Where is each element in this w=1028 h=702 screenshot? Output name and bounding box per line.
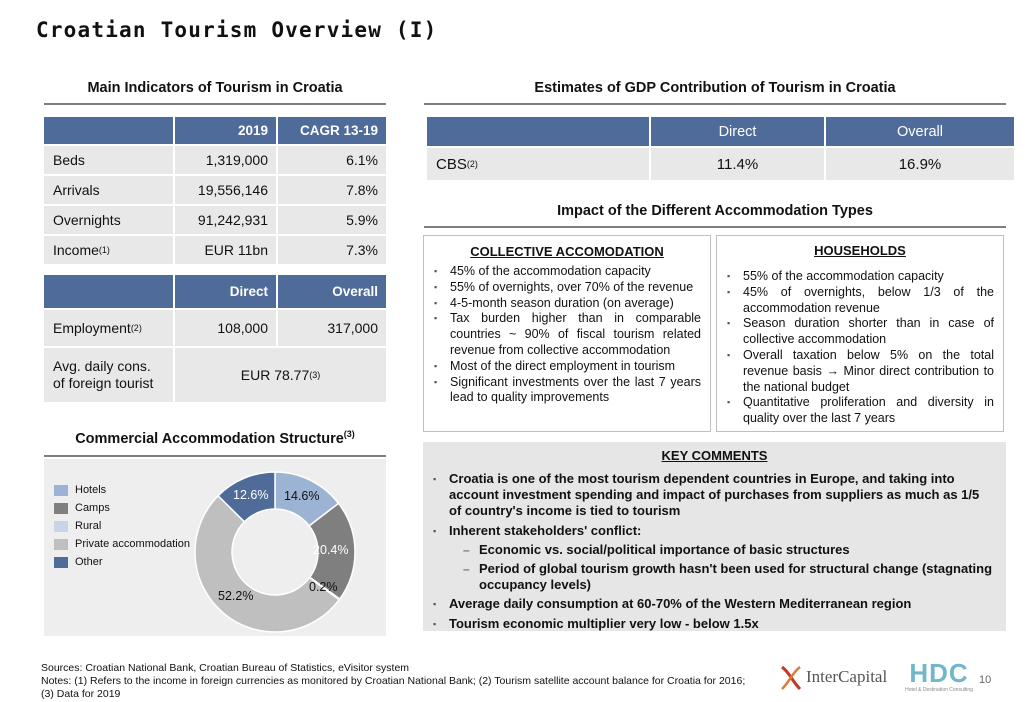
chart-rule — [44, 455, 386, 457]
intercapital-wordmark: InterCapital — [806, 667, 888, 686]
gdp-header-direct: Direct — [651, 117, 824, 146]
legend-label: Camps — [75, 502, 110, 514]
page-number: 10 — [979, 674, 992, 686]
indicators-header-cagr: CAGR 13-19 — [278, 117, 386, 144]
comment-item: ▪ Croatia is one of the most tourism dependent countries in Europe, and taking into account investment spending and impact of purchases from suppliers as much as 1/5 of country's income is tied to tourism — [427, 471, 994, 520]
legend-label: Other — [75, 556, 103, 568]
households-title: HOUSEHOLDS — [814, 243, 906, 258]
chart-legend — [54, 481, 190, 571]
bullet-item: ▪ Season duration shorter than in case of collective accommodation — [721, 316, 994, 348]
legend-swatch — [54, 539, 68, 550]
indicator-label: Arrivals — [44, 176, 173, 204]
employment-row — [44, 310, 386, 346]
gdp-direct: 11.4% — [651, 148, 824, 180]
collective-list — [428, 264, 701, 406]
indicator-cagr: 7.8% — [278, 176, 386, 204]
chart-title: Commercial Accommodation Structure$^{(3)}$ — [75, 429, 355, 447]
bullet-item: ▪ Quantitative proliferation and diversity in quality over the last 7 years — [721, 395, 994, 427]
comment-item: ▪ Inherent stakeholders' conflict: — [427, 523, 994, 539]
footer-sources: Sources: Croatian National Bank, Croatian Bureau of Statistics, eVisitor system — [41, 662, 410, 674]
indicator-label: Overnights — [44, 206, 173, 234]
legend-label: Private accommodation — [75, 538, 190, 550]
indicator-row — [44, 146, 386, 174]
impact-rule — [424, 226, 1006, 228]
legend-swatch — [54, 521, 68, 532]
pie-label-other: 12.6% — [233, 488, 269, 502]
indicator-row — [44, 176, 386, 204]
footer-notes-line2: (3) Data for 2019 — [41, 688, 121, 700]
employment-header-blank — [44, 275, 173, 308]
bullet-item: ▪ Most of the direct employment in tourism — [428, 359, 701, 375]
impact-title: Impact of the Different Accommodation Types — [557, 203, 873, 219]
intercapital-mark-icon — [778, 663, 804, 691]
indicator-label: Income (1) — [44, 236, 173, 264]
legend-swatch — [54, 485, 68, 496]
comment-item: ▪ Average daily consumption at 60-70% of the Western Mediterranean region — [427, 596, 994, 612]
indicator-row — [44, 236, 386, 264]
legend-label: Hotels — [75, 484, 107, 496]
indicator-label: Beds — [44, 146, 173, 174]
employment-header-overall: Overall — [278, 275, 386, 308]
comment-subitem: – Period of global tourism growth hasn't been used for structural change (stagnating occupancy levels) — [427, 561, 994, 593]
key-comments-list — [427, 471, 994, 632]
key-comments-panel — [423, 442, 1006, 631]
pie-label-camps: 20.4% — [313, 543, 349, 557]
legend-swatch — [54, 557, 68, 568]
households-box — [716, 235, 1004, 432]
gdp-title: Estimates of GDP Contribution of Tourism in Croatia — [534, 80, 896, 96]
collective-title: COLLECTIVE ACCOMODATION — [470, 244, 664, 259]
gdp-header-overall: Overall — [826, 117, 1014, 146]
gdp-header-blank — [427, 117, 649, 146]
pie-label-private: 52.2% — [218, 589, 254, 603]
avg-consumption-value: EUR 78.77 (3) — [175, 348, 386, 402]
indicators-header-blank — [44, 117, 173, 144]
indicators-table — [44, 117, 386, 264]
indicator-cagr: 5.9% — [278, 206, 386, 234]
bullet-item: ▪ 55% of overnights, over 70% of the revenue — [428, 280, 701, 296]
legend-item — [54, 535, 190, 553]
bullet-item: ▪ 4-5-month season duration (on average) — [428, 296, 701, 312]
bullet-item: ▪ Overall taxation below 5% on the total revenue basis → Minor direct contribution to the national budget — [721, 348, 994, 395]
gdp-table — [427, 117, 1014, 180]
indicator-cagr: 7.3% — [278, 236, 386, 264]
hdc-logo — [903, 659, 975, 693]
gdp-row — [427, 148, 1014, 180]
hdc-subtitle: Hotel & Destination Consulting — [905, 687, 973, 693]
gdp-overall: 16.9% — [826, 148, 1014, 180]
hdc-wordmark: HDC — [909, 658, 969, 688]
pie-label-rural: 0.2% — [309, 580, 338, 594]
avg-consumption-label: Avg. daily cons. of foreign tourist — [44, 348, 173, 402]
legend-item — [54, 517, 190, 535]
avg-consumption-row — [44, 348, 386, 402]
bullet-item: ▪ Significant investments over the last 7 years lead to quality improvements — [428, 375, 701, 407]
bullet-item: ▪ 55% of the accommodation capacity — [721, 269, 994, 285]
footer-notes-line1: Notes: (1) Refers to the income in foreign currencies as monitored by Croatian National Bank; (2) Tourism satellite account balance for Croatia for 2016; — [41, 675, 746, 687]
bullet-item: ▪ 45% of overnights, below 1/3 of the accommodation revenue — [721, 285, 994, 317]
legend-item — [54, 553, 190, 571]
employment-label: Employment (2) — [44, 310, 173, 346]
bullet-item: ▪ Tax burden higher than in comparable countries ~ 90% of fiscal tourism related revenue from collective accommodation — [428, 311, 701, 358]
indicators-rule — [44, 103, 386, 105]
employment-table — [44, 275, 386, 402]
indicator-cagr: 6.1% — [278, 146, 386, 174]
key-comments-title: KEY COMMENTS — [661, 448, 768, 463]
indicator-2019: EUR 11bn — [175, 236, 276, 264]
households-list — [721, 269, 994, 427]
employment-direct: 108,000 — [175, 310, 276, 346]
gdp-label: CBS (2) — [427, 148, 649, 180]
collective-box — [423, 235, 711, 432]
indicator-2019: 1,319,000 — [175, 146, 276, 174]
employment-overall: 317,000 — [278, 310, 386, 346]
indicator-row — [44, 206, 386, 234]
pie-label-hotels: 14.6% — [284, 489, 320, 503]
legend-swatch — [54, 503, 68, 514]
legend-item — [54, 481, 190, 499]
comment-subitem: – Economic vs. social/political importance of basic structures — [427, 542, 994, 558]
gdp-rule — [424, 103, 1006, 105]
intercapital-logo — [778, 663, 887, 691]
comment-item: ▪ Tourism economic multiplier very low - below 1.5x — [427, 616, 994, 632]
footer-notes — [41, 662, 771, 701]
employment-header-direct: Direct — [175, 275, 276, 308]
bullet-item: ▪ 45% of the accommodation capacity — [428, 264, 701, 280]
indicator-2019: 19,556,146 — [175, 176, 276, 204]
legend-label: Rural — [75, 520, 102, 532]
indicators-title: Main Indicators of Tourism in Croatia — [87, 80, 343, 96]
indicators-header-2019: 2019 — [175, 117, 276, 144]
page-title: Croatian Tourism Overview (I) — [36, 18, 438, 42]
indicator-2019: 91,242,931 — [175, 206, 276, 234]
legend-item — [54, 499, 190, 517]
